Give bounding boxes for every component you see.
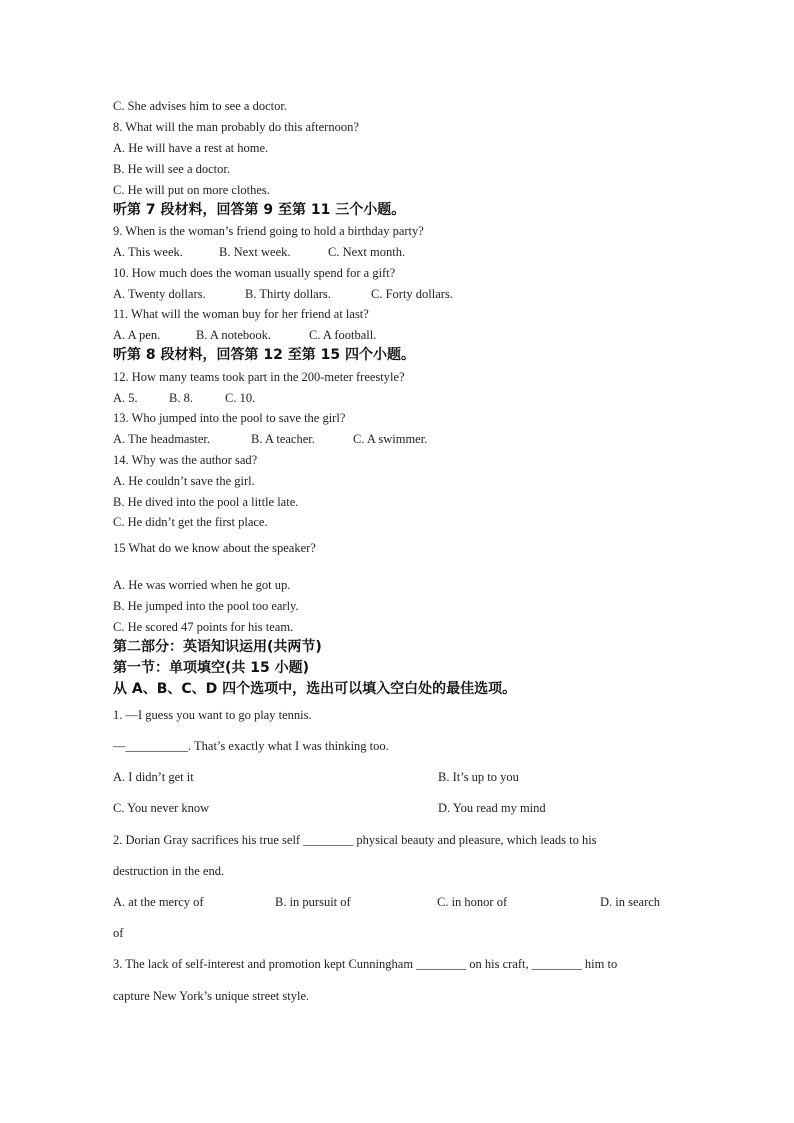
question-14: 14. Why was the author sad? xyxy=(113,453,258,467)
item-2-continued: destruction in the end. xyxy=(113,864,225,878)
option-b: B. Thirty dollars. xyxy=(245,287,331,301)
option-c: C. Forty dollars. xyxy=(371,287,453,301)
section-heading-8: 听第 8 段材料，回答第 12 至第 15 四个小题。 xyxy=(113,347,415,363)
question-13-options xyxy=(113,431,427,447)
item-1: 1. —I guess you want to go play tennis. xyxy=(113,708,312,722)
option-c: C. You never know xyxy=(113,801,210,815)
question-8: 8. What will the man probably do this afternoon? xyxy=(113,120,359,134)
part-heading: 第二部分：英语知识运用(共两节) xyxy=(113,639,322,655)
question-9: 9. When is the woman’s friend going to hold a birthday party? xyxy=(113,224,424,238)
item-1-options-row-2 xyxy=(113,800,546,816)
question-10-options xyxy=(113,286,453,302)
item-3-continued: capture New York’s unique street style. xyxy=(113,989,310,1003)
question-12: 12. How many teams took part in the 200-meter freestyle? xyxy=(113,370,405,384)
option-c: C. A swimmer. xyxy=(353,432,428,446)
item-2-options xyxy=(113,894,660,910)
question-11: 11. What will the woman buy for her friend at last? xyxy=(113,307,369,321)
section-heading-7: 听第 7 段材料，回答第 9 至第 11 三个小题。 xyxy=(113,202,406,218)
option-c: C. Next month. xyxy=(328,245,406,259)
option-c: C. A football. xyxy=(309,328,377,342)
option-b: B. He will see a doctor. xyxy=(113,162,230,176)
option-d: D. in search xyxy=(600,895,661,909)
option-b: B. Next week. xyxy=(219,245,291,259)
option-c: C. 10. xyxy=(225,391,256,405)
option-c: C. He will put on more clothes. xyxy=(113,183,270,197)
option-d-continued: of xyxy=(113,926,124,940)
question-11-options xyxy=(113,327,376,343)
question-9-options xyxy=(113,244,405,260)
section-heading: 第一节：单项填空(共 15 小题) xyxy=(113,660,310,676)
option-a: A. A pen. xyxy=(113,328,161,342)
option-c: C. He scored 47 points for his team. xyxy=(113,620,294,634)
item-1-options-row-1 xyxy=(113,769,519,785)
item-1-reply: —__________. That’s exactly what I was thinking too. xyxy=(113,739,389,753)
option-a: A. He will have a rest at home. xyxy=(113,141,269,155)
question-15: 15 What do we know about the speaker? xyxy=(113,541,316,555)
option-a: A. at the mercy of xyxy=(113,895,204,909)
option-a: A. The headmaster. xyxy=(113,432,210,446)
option-a: A. He couldn’t save the girl. xyxy=(113,474,255,488)
option-b: B. He dived into the pool a little late. xyxy=(113,495,299,509)
option-b: B. It’s up to you xyxy=(438,770,519,784)
option-a: A. He was worried when he got up. xyxy=(113,578,291,592)
option-c: C. He didn’t get the first place. xyxy=(113,515,268,529)
option-b: B. A notebook. xyxy=(196,328,272,342)
option-a: A. This week. xyxy=(113,245,183,259)
item-2: 2. Dorian Gray sacrifices his true self ________ physical beauty and pleasure, which leads to his xyxy=(113,833,597,847)
option-d: D. You read my mind xyxy=(438,801,546,815)
option-c: C. in honor of xyxy=(437,895,508,909)
item-3: 3. The lack of self-interest and promotion kept Cunningham ________ on his craft, ________ him to xyxy=(113,957,618,971)
option-b: B. 8. xyxy=(169,391,193,405)
option-b: B. in pursuit of xyxy=(275,895,351,909)
text-line: C. She advises him to see a doctor. xyxy=(113,99,287,113)
question-13: 13. Who jumped into the pool to save the girl? xyxy=(113,411,346,425)
option-a: A. I didn’t get it xyxy=(113,770,194,784)
option-b: B. He jumped into the pool too early. xyxy=(113,599,299,613)
question-12-options xyxy=(113,390,255,406)
instruction-heading: 从 A、B、C、D 四个选项中，选出可以填入空白处的最佳选项。 xyxy=(113,681,517,697)
option-a: A. Twenty dollars. xyxy=(113,287,206,301)
option-b: B. A teacher. xyxy=(251,432,315,446)
question-10: 10. How much does the woman usually spend for a gift? xyxy=(113,266,396,280)
option-a: A. 5. xyxy=(113,391,138,405)
